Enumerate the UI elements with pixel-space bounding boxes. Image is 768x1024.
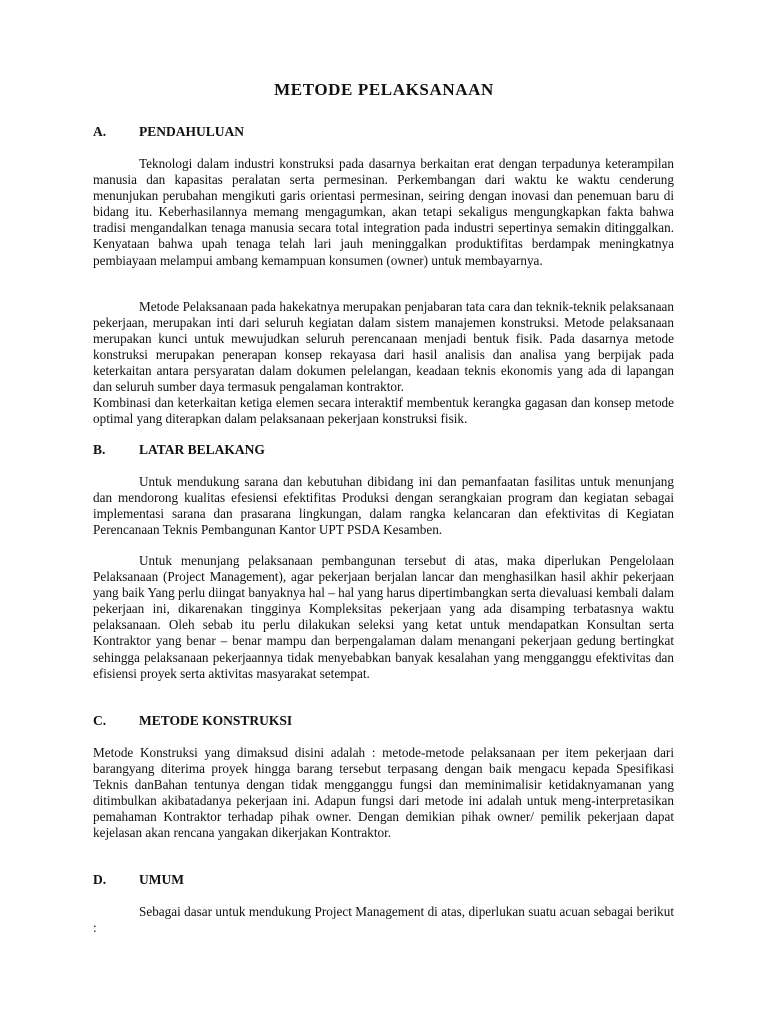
paragraph-b1: Untuk mendukung sarana dan kebutuhan dibidang ini dan pemanfaatan fasilitas untuk menunjang dan mendorong kualitas efesiensi efektifitas Produksi dengan serangkaian program dan kegiatan sebagai implementasi sarana dan prasarana lingkungan, dalam rangka kelancaran dan efektivitas di Kegiatan Perencanaan Teknis Pembangunan Kantor UPT PSDA Kesamben. xyxy=(93,474,674,538)
paragraph-a2: Metode Pelaksanaan pada hakekatnya merupakan penjabaran tata cara dan teknik-teknik pelaksanaan pekerjaan, merupakan inti dari seluruh kegiatan dalam sistem manajemen konstruksi. Metode pelaksanaan merupakan kunci untuk mewujudkan seluruh perencanaan menjadi bentuk fisik. Pada dasarnya metode konstruksi merupakan penerapan konsep rekayasa dari hasil analisis dan analisa yang berpijak pada keterkaitan antara persyaratan dalam dokumen pelelangan, keadaan teknis ekonomis yang ada di lapangan dan seluruh sumber daya termasuk pengalaman kontraktor. xyxy=(93,299,674,395)
section-title: PENDAHULUAN xyxy=(139,124,245,139)
section-heading-b xyxy=(93,442,265,458)
section-title: UMUM xyxy=(139,872,184,887)
paragraph-a3: Kombinasi dan keterkaitan ketiga elemen secara interaktif membentuk kerangka gagasan dan konsep metode optimal yang diterapkan dalam pelaksanaan pekerjaan konstruksi fisik. xyxy=(93,395,674,427)
section-title: LATAR BELAKANG xyxy=(139,442,265,457)
section-heading-a xyxy=(93,124,244,140)
section-letter: C. xyxy=(93,713,107,728)
section-heading-c xyxy=(93,713,292,729)
section-letter: D. xyxy=(93,872,107,887)
paragraph-d1: Sebagai dasar untuk mendukung Project Management di atas, diperlukan suatu acuan sebagai berikut : xyxy=(93,904,674,936)
page-title: METODE PELAKSANAAN xyxy=(274,80,494,99)
paragraph-a1: Teknologi dalam industri konstruksi pada dasarnya berkaitan erat dengan terpadunya keterampilan manusia dan kapasitas peralatan serta permesinan. Perkembangan dari waktu ke waktu cenderung menunjukan perubahan mengikuti garis orientasi permesinan, seiring dengan inovasi dan penemuan baru di bidang itu. Keberhasilannya memang mengagumkan, akan tetapi sekaligus mengungkapkan fakta bahwa tradisi mengandalkan tenaga manusia secara total integration pada industri sepertinya semakin ditinggalkan. Kenyataan bahwa upah tenaga telah lari jauh meninggalkan produktifitas berdampak meningkatnya pembiayaan melampui ambang kemampuan konsumen (owner) untuk membayarnya. xyxy=(93,156,674,268)
section-letter: B. xyxy=(93,442,106,457)
section-heading-d xyxy=(93,872,184,888)
section-letter: A. xyxy=(93,124,107,139)
paragraph-b2: Untuk menunjang pelaksanaan pembangunan tersebut di atas, maka diperlukan Pengelolaan Pelaksanaan (Project Management), agar pekerjaan berjalan lancar dan menghasilkan hasil akhir pekerjaan yang baik Yang perlu diingat banyaknya hal – hal yang harus dipertimbangkan serta dievaluasi kembali dalam pekerjaan ini, dikarenakan tingginya Kompleksitas pekerjaan yang ada disamping terbatasnya waktu pelaksanaan. Oleh sebab itu perlu dilakukan seleksi yang ketat untuk mendapatkan Konsultan serta Kontraktor yang benar – benar mampu dan berpengalaman dalam menangani pekerjaan gedung bertingkat sehingga pelaksanaan pekerjaannya tidak menyebabkan banyak kesalahan yang mengganggu efektivitas dan efisiensi proyek serta aktivitas masyarakat setempat. xyxy=(93,553,674,681)
section-title: METODE KONSTRUKSI xyxy=(139,713,293,728)
paragraph-c1: Metode Konstruksi yang dimaksud disini adalah : metode-metode pelaksanaan per item pekerjaan dari barangyang diterima proyek hingga barang tersebut terpasang dengan baik mengacu kepada Spesifikasi Teknis danBahan tentunya dengan tidak mengganggu fungsi dan meminimalisir ketidaknyamanan yang ditimbulkan akibatadanya pekerjaan ini. Adapun fungsi dari metode ini adalah untuk meng-interpretasikan pemahaman Kontraktor terhadap pihak owner. Dengan demikian pihak owner/ pemilik pekerjaan dapat kejelasan akan rencana yangakan dikerjakan Kontraktor. xyxy=(93,745,674,841)
